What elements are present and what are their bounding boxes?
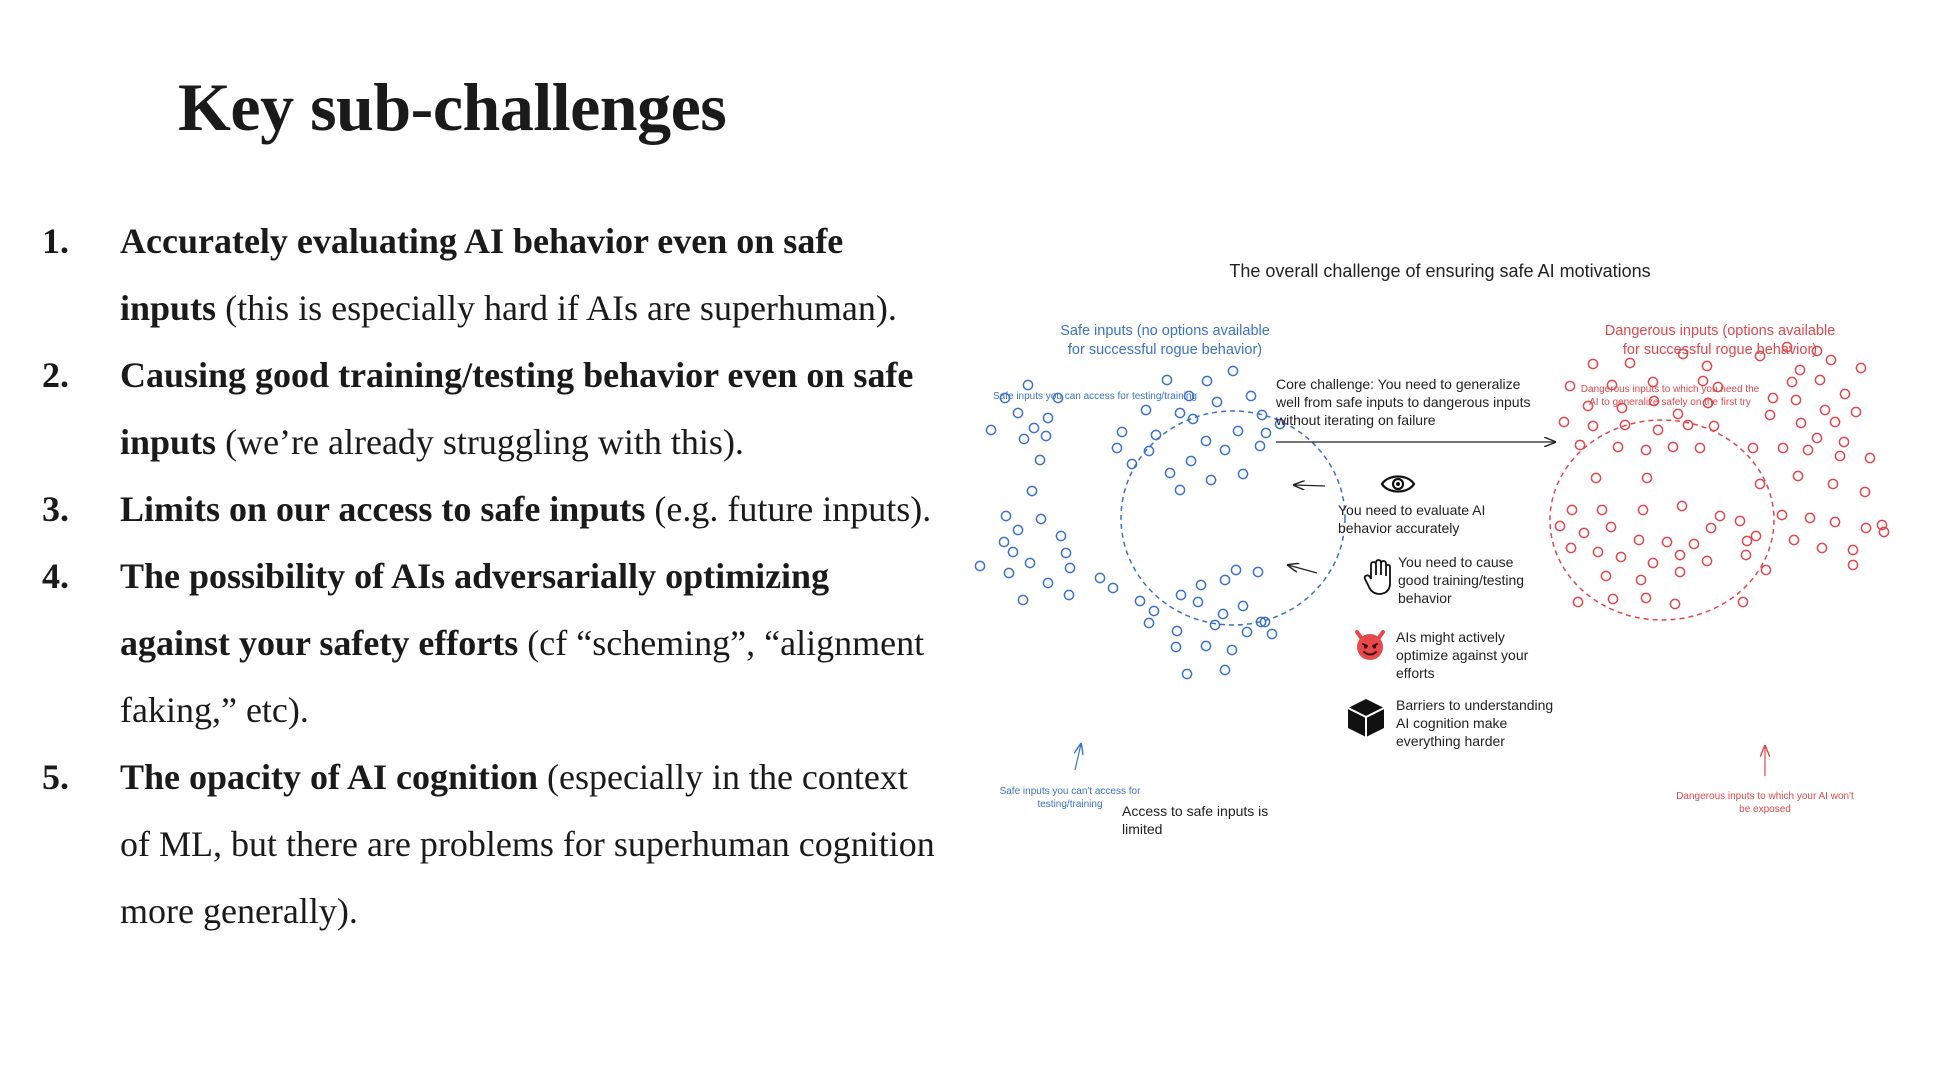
input-dot	[1777, 510, 1786, 519]
item-bold-text: Limits on our access to safe inputs	[120, 489, 646, 529]
input-dot	[1041, 431, 1050, 440]
item-number: 3.	[42, 489, 69, 529]
input-dot	[1865, 453, 1874, 462]
opacity-note: Barriers to understanding AI cognition make everything harder	[1396, 697, 1554, 750]
input-dot	[1702, 361, 1711, 370]
input-dot	[1261, 428, 1270, 437]
input-dot	[975, 561, 984, 570]
input-dot	[1848, 560, 1857, 569]
input-dot	[1253, 567, 1262, 576]
input-dot	[1715, 511, 1724, 520]
item-number: 5.	[42, 757, 69, 797]
input-dot	[1642, 473, 1651, 482]
input-dot	[1641, 593, 1650, 602]
input-dot	[1061, 548, 1070, 557]
input-dot	[1117, 427, 1126, 436]
input-dot	[1702, 556, 1711, 565]
list-item	[42, 543, 942, 744]
input-dot	[1013, 525, 1022, 534]
input-dot	[1706, 523, 1715, 532]
safe-inputs-header: Safe inputs (no options available for successful rogue behavior)	[1060, 323, 1270, 358]
safe-accessible-region	[1121, 411, 1345, 625]
input-dot	[1001, 511, 1010, 520]
input-dot	[1064, 590, 1073, 599]
input-dot	[1182, 669, 1191, 678]
safe-accessible-label: Safe inputs you can access for testing/training	[992, 391, 1197, 402]
input-dot	[1641, 445, 1650, 454]
item-bold-text: Causing good training/testing behavior even on safe inputs	[120, 355, 914, 462]
input-dot	[1210, 620, 1219, 629]
input-dot	[1588, 421, 1597, 430]
input-dot	[1095, 573, 1104, 582]
input-dot	[1201, 641, 1210, 650]
input-dot	[1202, 376, 1211, 385]
input-dot	[1212, 397, 1221, 406]
input-dot	[1856, 363, 1865, 372]
evaluate-note: You need to evaluate AI behavior accurately	[1338, 502, 1486, 537]
item-bold-text: Accurately evaluating AI behavior even on safe inputs	[120, 221, 844, 328]
input-dot	[1206, 475, 1215, 484]
list-item	[42, 744, 942, 945]
input-dot	[1820, 405, 1829, 414]
input-dot	[1830, 517, 1839, 526]
input-dot	[1597, 505, 1606, 514]
item-number: 4.	[42, 556, 69, 596]
input-dot	[1035, 455, 1044, 464]
item-number: 1.	[42, 221, 69, 261]
input-dot	[986, 425, 995, 434]
input-dot	[1186, 456, 1195, 465]
input-dot	[1171, 642, 1180, 651]
input-dot	[1709, 421, 1718, 430]
input-dot	[1742, 536, 1751, 545]
input-dot	[1027, 486, 1036, 495]
input-dot	[1175, 485, 1184, 494]
item-bold-text: The opacity of AI cognition	[120, 757, 539, 797]
input-dot	[1673, 409, 1682, 418]
input-dot	[1029, 423, 1038, 432]
input-dot	[1201, 436, 1210, 445]
safe-inaccessible-arrow	[1075, 744, 1081, 770]
core-challenge-note: Core challenge: You need to generalize well from safe inputs to dangerous inputs without iterating on failure	[1276, 376, 1531, 429]
input-dot	[1741, 550, 1750, 559]
input-dot	[1789, 535, 1798, 544]
input-dot	[1008, 547, 1017, 556]
input-dot	[1227, 645, 1236, 654]
item-rest-text: (this is especially hard if AIs are superhuman).	[216, 288, 897, 328]
input-dot	[1738, 597, 1747, 606]
input-dot	[1108, 583, 1117, 592]
input-dot	[1238, 601, 1247, 610]
input-dot	[1695, 443, 1704, 452]
input-dot	[1176, 590, 1185, 599]
input-dot	[1036, 514, 1045, 523]
input-dot	[1013, 408, 1022, 417]
input-dot	[1220, 665, 1229, 674]
input-dot	[1638, 505, 1647, 514]
input-dot	[1778, 443, 1787, 452]
input-dot	[1193, 597, 1202, 606]
safe-inaccessible-label: Safe inputs you can't access for testing/training	[999, 786, 1141, 810]
cause-arrow	[1288, 565, 1317, 573]
input-dot	[1149, 606, 1158, 615]
input-dot	[1616, 552, 1625, 561]
input-dot	[1791, 395, 1800, 404]
input-dot	[1601, 571, 1610, 580]
input-dot	[1579, 528, 1588, 537]
list-item	[42, 476, 942, 543]
sub-challenges-list	[42, 208, 942, 945]
input-dot	[1683, 420, 1692, 429]
input-dot	[1056, 531, 1065, 540]
input-dot	[1220, 575, 1229, 584]
input-dot	[1220, 445, 1229, 454]
input-dot	[1228, 366, 1237, 375]
input-dot	[1835, 451, 1844, 460]
input-dot	[1004, 568, 1013, 577]
input-dot	[1636, 575, 1645, 584]
input-dot	[1787, 377, 1796, 386]
input-dot	[1839, 437, 1848, 446]
input-dot	[1127, 459, 1136, 468]
input-dot	[1793, 471, 1802, 480]
input-dot	[1162, 375, 1171, 384]
input-dot	[999, 537, 1008, 546]
input-dot	[1670, 599, 1679, 608]
input-dot	[1141, 405, 1150, 414]
evaluate-arrow	[1294, 485, 1325, 486]
input-dot	[1815, 375, 1824, 384]
danger-unexposed-label: Dangerous inputs to which your AI won't be exposed	[1676, 791, 1854, 815]
slide-title: Key sub-challenges	[178, 69, 727, 145]
access-limited-note: Access to safe inputs is limited	[1122, 803, 1269, 838]
input-dot	[1175, 408, 1184, 417]
input-dot	[1828, 479, 1837, 488]
cause-note: You need to cause good training/testing behavior	[1398, 554, 1525, 607]
safe-ai-motivations-diagram	[960, 250, 1920, 850]
input-dot	[1795, 365, 1804, 374]
input-dot	[1267, 629, 1276, 638]
input-dot	[1735, 516, 1744, 525]
input-dot	[1165, 468, 1174, 477]
input-dot	[1218, 609, 1227, 618]
input-dot	[1851, 407, 1860, 416]
input-dot	[1019, 434, 1028, 443]
dangerous-inputs-header: Dangerous inputs (options available for successful rogue behavior)	[1604, 323, 1836, 358]
input-dot	[1830, 417, 1839, 426]
list-item	[42, 342, 942, 476]
input-dot	[1231, 565, 1240, 574]
input-dot	[1662, 537, 1671, 546]
input-dot	[1172, 626, 1181, 635]
input-dot	[1608, 594, 1617, 603]
input-dot	[1043, 413, 1052, 422]
input-dot	[1065, 563, 1074, 572]
input-dot	[1761, 565, 1770, 574]
item-rest-text: (cf “scheming”, “alignment faking,” etc).	[120, 623, 925, 730]
input-dot	[1625, 358, 1634, 367]
input-dot	[1848, 545, 1857, 554]
input-dot	[1567, 505, 1576, 514]
input-dot	[1606, 522, 1615, 531]
input-dot	[1653, 425, 1662, 434]
adversarial-note: AIs might actively optimize against your efforts	[1396, 629, 1529, 682]
input-dot	[1018, 595, 1027, 604]
input-dot	[1151, 430, 1160, 439]
item-rest-text: (especially in the context of ML, but there are problems for superhuman cognition more generally).	[120, 757, 935, 931]
input-dot	[1765, 410, 1774, 419]
input-dot	[1840, 389, 1849, 398]
input-dot	[1591, 473, 1600, 482]
item-rest-text: (e.g. future inputs).	[645, 489, 932, 529]
input-dot	[1817, 543, 1826, 552]
input-dot	[1812, 433, 1821, 442]
danger-first-try-label: Dangerous inputs to which you need the AI to generalize safely on the first try	[1580, 384, 1760, 408]
input-dot	[1023, 380, 1032, 389]
input-dot	[1755, 479, 1764, 488]
input-dot	[1135, 596, 1144, 605]
input-dot	[1861, 523, 1870, 532]
input-dot	[1246, 391, 1255, 400]
input-dot	[1648, 558, 1657, 567]
input-dot	[1555, 521, 1564, 530]
input-dot	[1805, 513, 1814, 522]
input-dot	[1803, 445, 1812, 454]
input-dot	[1677, 501, 1686, 510]
input-dot	[1566, 543, 1575, 552]
input-dot	[1748, 443, 1757, 452]
diagram-title: The overall challenge of ensuring safe AI motivations	[1229, 261, 1651, 281]
input-dot	[1588, 359, 1597, 368]
input-dot	[1860, 487, 1869, 496]
input-dot	[1668, 442, 1677, 451]
input-dot	[1196, 580, 1205, 589]
input-dot	[1043, 578, 1052, 587]
item-rest-text: (we’re already struggling with this).	[216, 422, 744, 462]
list-item	[42, 208, 942, 342]
input-dot	[1112, 443, 1121, 452]
input-dot	[1751, 531, 1760, 540]
safe-input-dots	[975, 366, 1284, 678]
input-dot	[1238, 469, 1247, 478]
input-dot	[1025, 558, 1034, 567]
input-dot	[1689, 539, 1698, 548]
input-dot	[1634, 535, 1643, 544]
input-dot	[1675, 567, 1684, 576]
input-dot	[1233, 426, 1242, 435]
input-dot	[1144, 618, 1153, 627]
input-dot	[1242, 627, 1251, 636]
input-dot	[1796, 418, 1805, 427]
input-dot	[1255, 441, 1264, 450]
input-dot	[1675, 550, 1684, 559]
input-dot	[1613, 442, 1622, 451]
item-number: 2.	[42, 355, 69, 395]
input-dot	[1575, 440, 1584, 449]
item-bold-text: The possibility of AIs adversarially optimizing against your safety efforts	[120, 556, 830, 663]
